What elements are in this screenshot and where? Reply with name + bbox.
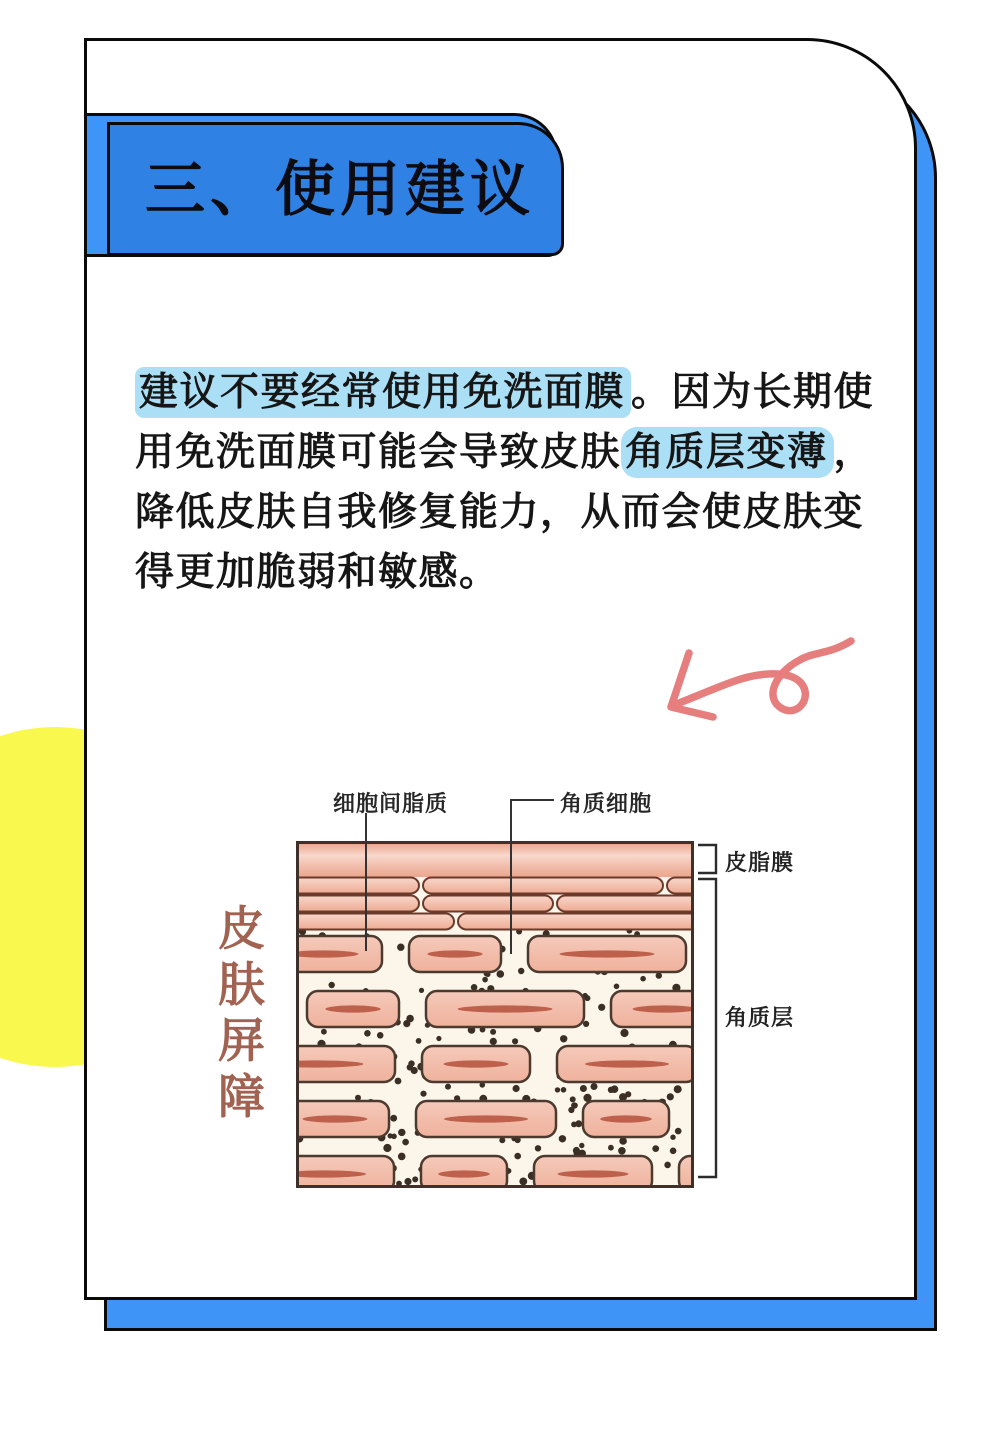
skin-barrier-char: 屏 <box>218 1014 265 1067</box>
advice-paragraph <box>135 363 915 603</box>
content-card <box>84 38 917 1300</box>
skin-layers-diagram <box>296 841 694 1188</box>
label-corneocyte: 角质细胞 <box>560 791 653 816</box>
section-header <box>84 113 558 257</box>
section-title: 三、使用建议 <box>145 156 535 223</box>
highlighted-text: 角质层变薄 <box>621 427 834 478</box>
pointer-line-corneocyte-v <box>510 799 512 954</box>
label-stratum-corneum: 角质层 <box>725 1005 795 1030</box>
skin-barrier-char: 皮 <box>218 902 265 955</box>
paragraph-line: 用免洗面膜可能会导致皮肤 角质层变薄 ， <box>135 423 915 483</box>
pointer-line-lipid <box>365 813 367 951</box>
pointer-line-corneocyte-h <box>510 799 554 801</box>
skin-diagram-art <box>299 844 691 1185</box>
label-intercellular-lipid: 细胞间脂质 <box>333 791 449 816</box>
skin-barrier-char: 肤 <box>218 958 265 1011</box>
paragraph-line: 降低皮肤自我修复能力，从而会使皮肤变 <box>135 491 865 534</box>
hand-drawn-arrow-icon <box>638 611 878 741</box>
highlighted-text: 建议不要经常使用免洗面膜 <box>135 367 631 418</box>
skin-barrier-char: 障 <box>218 1070 265 1123</box>
paragraph-line: 建议不要经常使用免洗面膜 。因为长期使 <box>135 363 915 423</box>
paragraph-line: 得更加脆弱和敏感。 <box>135 551 500 594</box>
label-sebum-film: 皮脂膜 <box>725 850 795 875</box>
skin-barrier-vertical-label <box>218 902 265 1123</box>
